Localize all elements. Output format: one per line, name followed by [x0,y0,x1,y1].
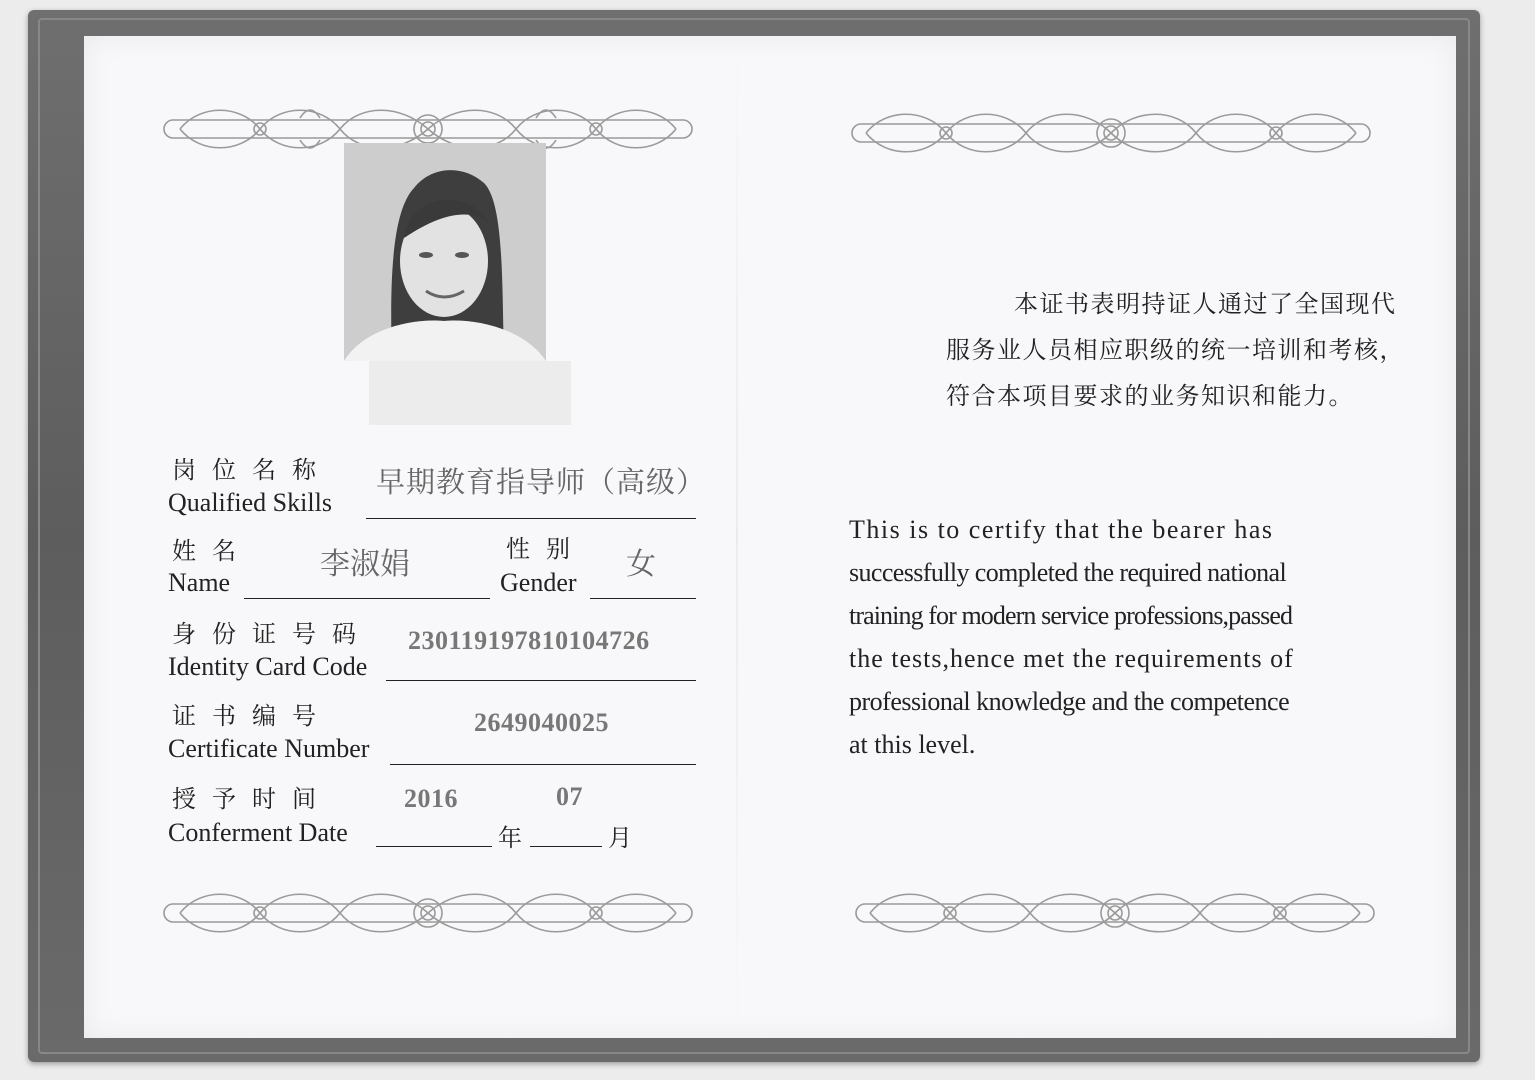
name-label-en: Name [168,568,231,597]
cert-number-underline [390,764,696,765]
date-year-underline [376,846,492,847]
date-month-value: 07 [556,782,583,811]
statement-en-line: the tests,hence met the requirements of [849,644,1294,673]
gender-underline [590,598,696,599]
cert-number-value: 2649040025 [474,708,609,737]
name-value: 李淑娟 [320,547,410,582]
ornament-bottom-left-icon [160,882,696,944]
id-label-en: Identity Card Code [168,652,368,681]
gender-value: 女 [626,547,656,582]
skills-label-cn: 岗位名称 [172,456,332,484]
gender-label-en: Gender [500,568,577,597]
statement-cn-line: 符合本项目要求的业务知识和能力。 [946,382,1354,410]
statement-en-line: training for modern service professions,passed [849,601,1293,630]
statement-en-line: successfully completed the required national [849,558,1287,587]
date-label-en: Conferment Date [168,818,348,847]
date-month-underline [530,846,602,847]
id-label-cn: 身份证号码 [172,620,372,648]
date-label-cn: 授予时间 [172,785,332,813]
date-year-label: 年 [498,824,522,852]
photo-stamp-area [369,361,571,425]
statement-en-line: This is to certify that the bearer has [849,515,1274,544]
skills-value: 早期教育指导师（高级） [376,465,707,499]
ornament-top-right-icon [848,102,1374,164]
ornament-bottom-right-icon [852,882,1378,944]
statement-english [849,508,1379,766]
name-label-cn: 姓名 [172,537,252,565]
statement-cn-line: 服务业人员相应职级的统一培训和考核， [946,336,1405,364]
left-page [84,36,744,1038]
id-underline [386,680,696,681]
skills-label-en: Qualified Skills [168,488,332,517]
name-underline [244,598,490,599]
gender-label-cn: 性别 [506,535,586,563]
cert-number-label-en: Certificate Number [168,734,370,763]
id-value: 230119197810104726 [408,626,650,655]
statement-cn-line: 本证书表明持证人通过了全国现代 [1014,290,1397,318]
cert-number-label-cn: 证书编号 [172,702,332,730]
certificate-paper [84,36,1456,1038]
statement-en-line: professional knowledge and the competence [849,687,1290,716]
date-year-value: 2016 [404,784,458,813]
statement-en-line: at this level. [849,730,976,759]
right-page [764,36,1456,1038]
portrait-photo [344,143,546,361]
statement-chinese [946,281,1486,419]
date-month-label: 月 [608,824,632,852]
skills-underline [366,518,696,519]
